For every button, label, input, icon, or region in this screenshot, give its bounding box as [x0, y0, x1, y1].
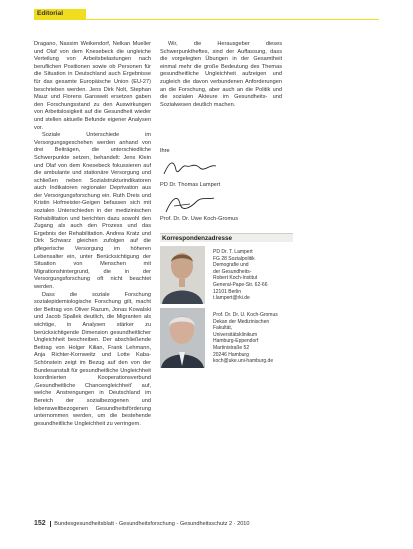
address-lampert: [213, 249, 293, 302]
address-line: der Gesundheits-: [213, 268, 252, 275]
address-line: General-Pape-Str. 62-66: [213, 281, 268, 288]
email-link[interactable]: koch@uke.uni-hamburg.de: [213, 358, 274, 365]
address-line: PD Dr. T. Lampert: [213, 249, 253, 255]
address-line: 20246 Hamburg: [213, 351, 249, 358]
address-line: Prof. Dr. Dr. U. Koch-Gromus: [213, 312, 278, 318]
paragraph: Soziale Unterschiede im Versorgungsgeschehen werden anhand von drei Beiträgen, die unterschiedliche Schwerpunkte setzen, behandelt: Jens Klein und Olaf von dem Knesebeck fokussieren auf die ambulante und stationäre Versorgung und schließen neben Sozialstrukturindikatoren auch Indikatoren regionaler Deprivation aus der Versorgungsforschung ein. Ruth Dreis und Kristin Hofmeister-Geigen befassen sich mit sozialen Unterschieden in der medizinischen Rehabilitation und berichten dazu sowohl den Zugang als auch den Prozess und das Ergebnis der Rehabilitation. Andrea Kratz und Dirk Schwarz gleichen zufolgen auf die pflegerische Versorgung im höheren Lebensalter ein, unter Berücksichtigung der Situation von Menschen mit Migrationshintergrund, die in der Versorgungsforschung oft nicht beachtet werden.: [34, 132, 151, 290]
email-link[interactable]: t.lampert@rki.de: [213, 295, 250, 302]
left-column: [34, 41, 151, 428]
right-column: [160, 41, 282, 109]
paragraph: Dragano, Nassim Weikendorf, Nelkan Mueller und Olaf von dem Knesebeck die ungleiche Verteilung von Arbeitsbelastungen nach beruflichen Positionen sowie ob Personen für die Situation in Deutschland auch Ergebnisse für das gesamte Europäische Union (EU-27) beschrieben werden. Jens Dirk Nolt, Stephan Mauz und Florens Gansweit ersetzen gaben den Forschungsstand zu den Auswirkungen von Arbeitslosigkeit auf die Gesundheit wieder und stellen aktuelle Befunde eigener Analysen vor.: [34, 41, 151, 131]
address-koch-gromus: [213, 312, 293, 365]
page-footer: [34, 520, 250, 527]
address-line: Dekan der Medizinischen: [213, 318, 270, 325]
address-line: Universitätsklinikum: [213, 331, 258, 338]
signature-lampert: [160, 156, 220, 180]
page-number: 152: [34, 520, 46, 527]
header-rule: [34, 19, 379, 20]
greeting: Ihre: [160, 148, 170, 154]
paragraph: Wir, die Herausgeber dieses Schwerpunktheftes, sind der Auffassung, dass die vorgelegten Übungen in der Gesamtheit einmal mehr die große Bedeutung des Themas gesundheitliche Ungleichheit aufzeigen und zugleich die davon verbundenen Anforderungen an die Forschung, aber auch an die Politik und die sozialen Akteure im Gesundheits- und Sozialwesen deutlich machen.: [160, 41, 282, 108]
address-line: Robert Koch-Institut: [213, 275, 258, 282]
section-tab: Editorial: [34, 9, 86, 19]
paragraph: Dass die soziale Forschung sozialepidemiologische Forschung gilt, macht der Beitrag von Oliver Razum, Jonas Kowalski und Jacob Spallek deutlich, die Migranten als wichtige, in Analysen stärker zu berücksichtigende Dimension gesundheitlicher Ungleichheit beschreiben. Der abschließende Beitrag von Holger Kilian, Frank Lehmann, Anja Richter-Kornweitz und Lotte Kaba-Schönstein zeigt im Bezug auf den von der Bundesanstalt für gesundheitliche Ungleichheit koordinierten Kooperationsverbund ‚Gesundheitliche Chancengleichheit' auf, welche Anstrengungen in Deutschland im Bereich der sozialbezogenen und lebensweltbezogenen Gesundheitsförderung unternommen werden, um die bestehende gesundheitliche Ungleichheit zu verringern.: [34, 291, 151, 427]
correspondence-heading: Korrespondenzadresse: [160, 233, 293, 242]
address-line: Hamburg-Eppendorf: [213, 338, 259, 345]
address-line: Martinistraße 52: [213, 344, 250, 351]
author-photo-lampert: [160, 246, 205, 304]
signatory-name: PD Dr. Thomas Lampert: [160, 182, 221, 188]
address-line: Demografie und: [213, 262, 249, 269]
signatory-name: Prof. Dr. Dr. Uwe Koch-Gromus: [160, 216, 239, 222]
signature-koch-gromus: [160, 192, 220, 216]
journal-citation: Bundesgesundheitsblatt - Gesundheitsforschung - Gesundheitsschutz 2 · 2010: [54, 521, 250, 527]
author-photo-koch-gromus: [160, 308, 205, 368]
address-line: FG 28 Sozialpolitik: [213, 255, 255, 262]
address-line: 12101 Berlin: [213, 288, 242, 295]
address-line: Fakultät,: [213, 325, 233, 332]
